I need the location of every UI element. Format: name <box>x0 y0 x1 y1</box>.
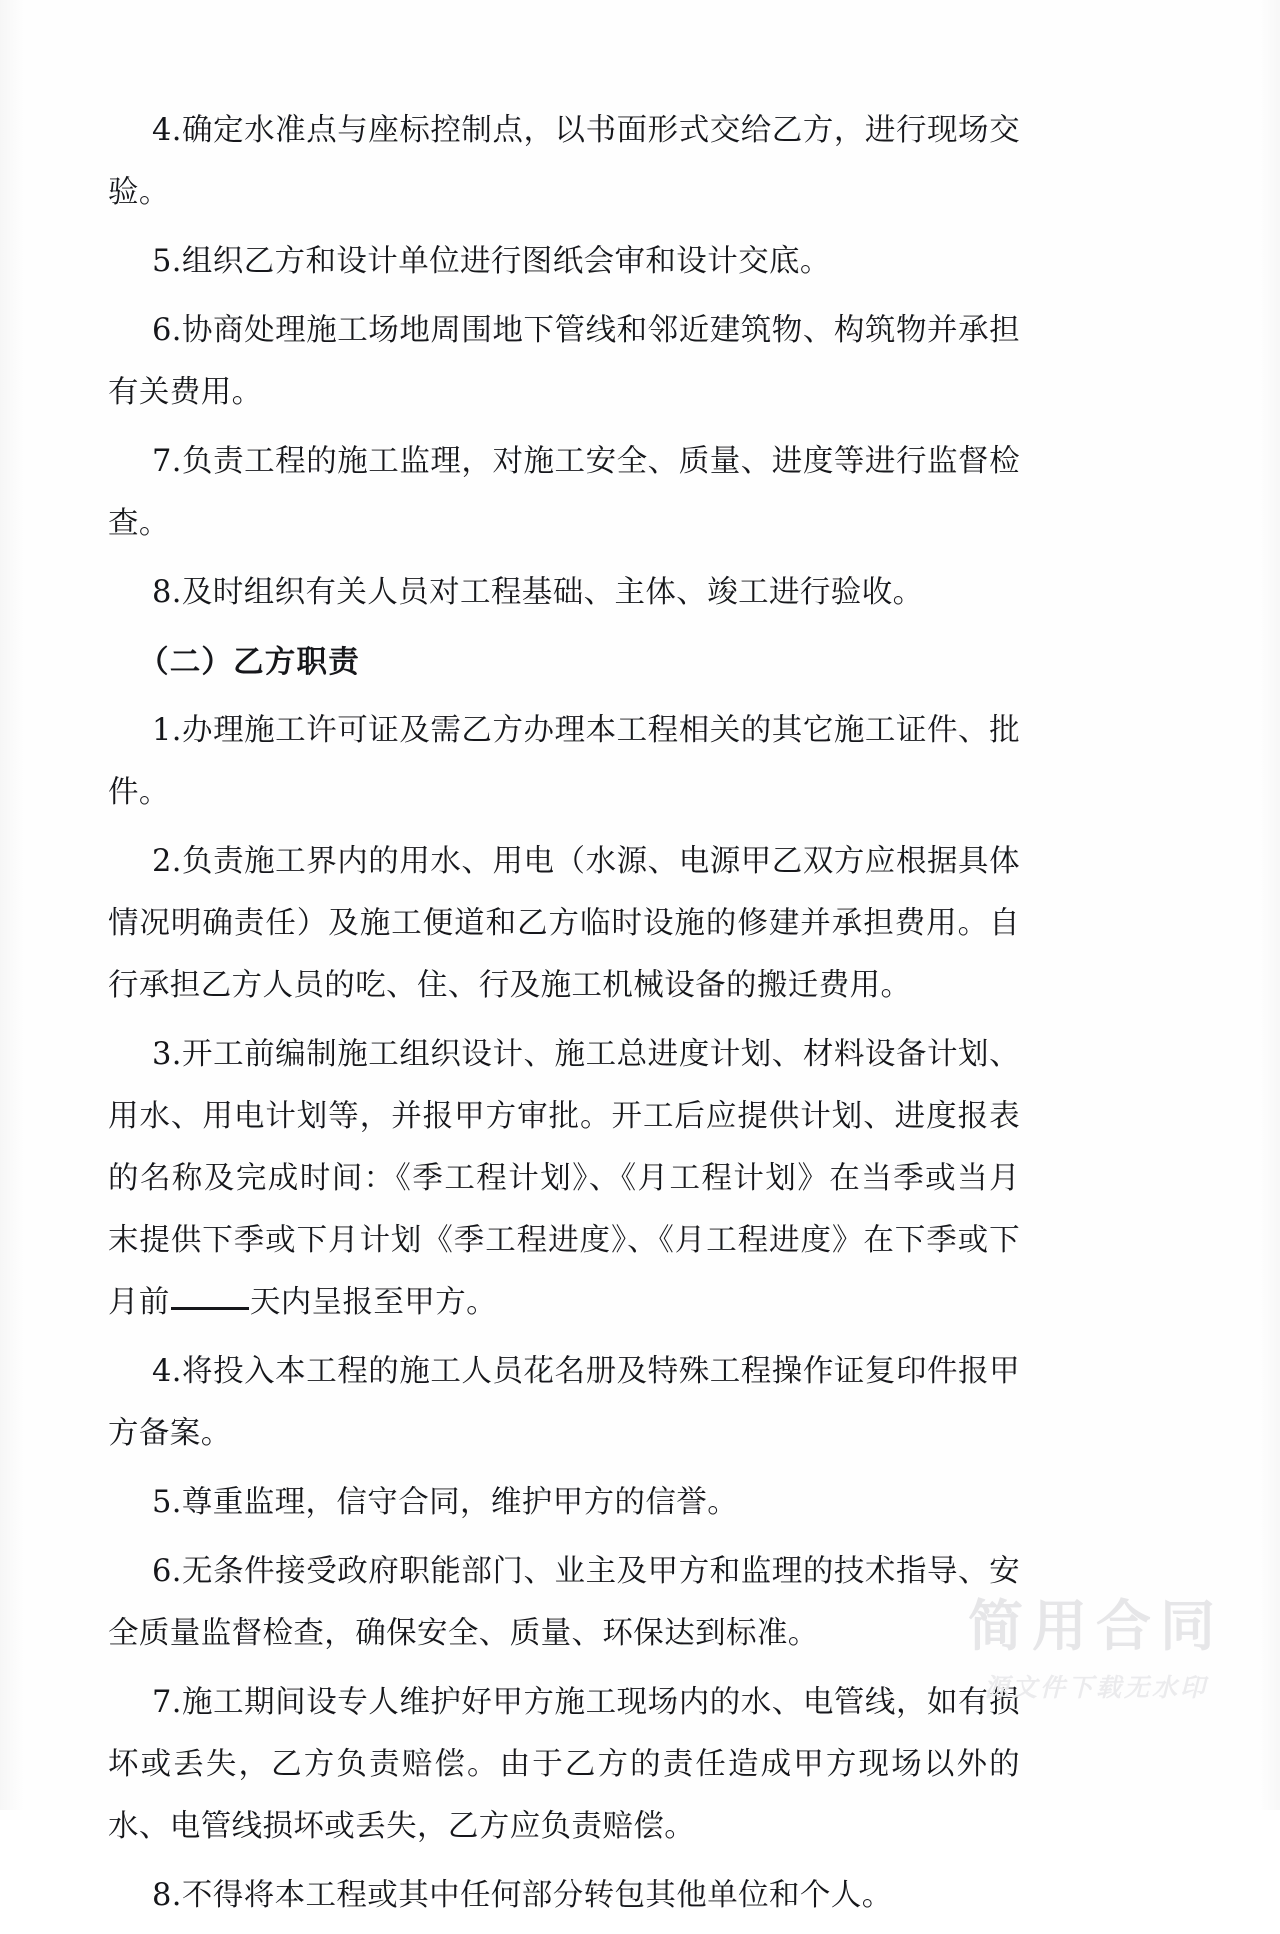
clause-b-4: 4.将投入本工程的施工人员花名册及特殊工程操作证复印件报甲方备案。 <box>108 1354 1020 1451</box>
clause-b-2: 2.负责施工界内的用水、用电（水源、电源甲乙双方应根据具体情况明确责任）及施工便道和乙方临时设施的修建并承担费用。自行承担乙方人员的吃、住、行及施工机械设备的搬迁费用。 <box>108 844 1020 1003</box>
scan-edge-right <box>1258 0 1280 1810</box>
document-body <box>108 100 1020 1934</box>
clause-b-6: 6.无条件接受政府职能部门、业主及甲方和监理的技术指导、安全质量监督检查，确保安全、质量、环保达到标准。 <box>108 1554 1020 1651</box>
watermark-brand-text: 简用合同 <box>967 1594 1224 1659</box>
clause-a-5: 5.组织乙方和设计单位进行图纸会审和设计交底。 <box>152 244 831 279</box>
clause-b-3-text-before: 3.开工前编制施工组织设计、施工总进度计划、材料设备计划、用水、用电计划等，并报甲方审批。开工后应提供计划、进度报表的名称及完成时间：《季工程计划》、《月工程计划》在当季或当月末提供下季或下月计划《季工程进度》、《月工程进度》在下季或下月前 <box>108 1037 1020 1320</box>
section-heading-party-b: （二）乙方职责 <box>138 644 360 680</box>
clause-a-4: 4.确定水准点与座标控制点，以书面形式交给乙方，进行现场交验。 <box>108 113 1020 210</box>
fill-in-blank-days[interactable] <box>171 1307 249 1310</box>
clause-a-8: 8.及时组织有关人员对工程基础、主体、竣工进行验收。 <box>152 575 924 610</box>
clause-b-8: 8.不得将本工程或其中任何部分转包其他单位和个人。 <box>152 1878 893 1913</box>
watermark-subtitle-text: 源文件下载无水印 <box>983 1673 1208 1702</box>
clause-b-5: 5.尊重监理，信守合同，维护甲方的信誉。 <box>152 1485 739 1520</box>
clause-a-6: 6.协商处理施工场地周围地下管线和邻近建筑物、构筑物并承担有关费用。 <box>108 313 1020 410</box>
scan-edge-left <box>0 0 26 1810</box>
clause-b-1: 1.办理施工许可证及需乙方办理本工程相关的其它施工证件、批件。 <box>108 713 1020 810</box>
clause-b-7: 7.施工期间设专人维护好甲方施工现场内的水、电管线，如有损坏或丢失，乙方负责赔偿。由于乙方的责任造成甲方现场以外的水、电管线损坏或丢失，乙方应负责赔偿。 <box>108 1685 1020 1844</box>
clause-a-7: 7.负责工程的施工监理，对施工安全、质量、进度等进行监督检查。 <box>108 444 1020 541</box>
clause-b-3-text-after: 天内呈报至甲方。 <box>249 1285 498 1320</box>
clause-b-3 <box>108 1024 1020 1334</box>
